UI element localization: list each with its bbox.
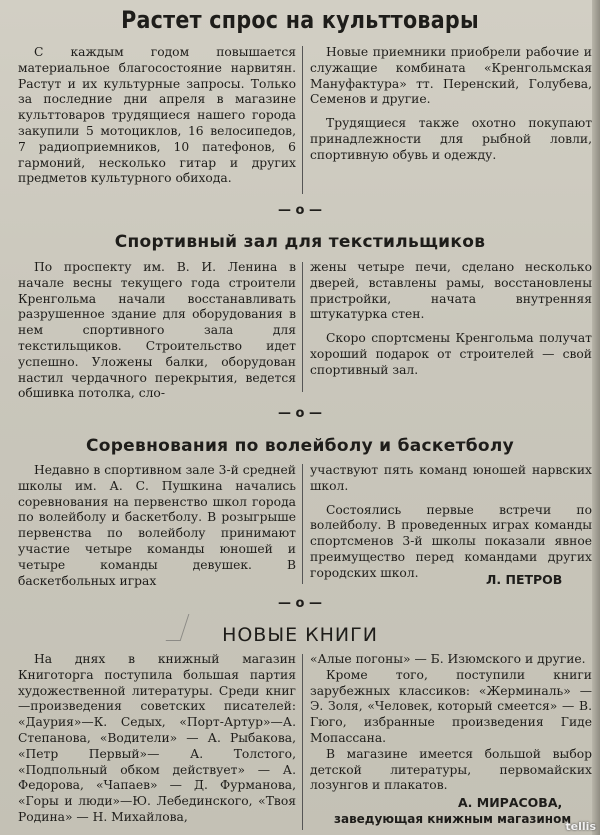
article3-right-text-2: Состоялись первые встречи по волейболу. В проведенных играх команды спортсменов 3-й школы показали явное преимущество перед командами других городских школ. bbox=[310, 502, 592, 580]
article4-right-text-3: В магазине имеется большой выбор детской литературы, первомайских лозунгов и плакатов. bbox=[310, 746, 592, 793]
signature-mirasova-title: заведующая книжным магазином bbox=[334, 812, 572, 826]
article4-right-text-1: «Алые погоны» — Б. Изюмского и другие. bbox=[310, 652, 586, 666]
article4-left-column bbox=[18, 652, 296, 826]
article3-left-text: Недавно в спортивном зале 3-й средней школы им. А. С. Пушкина начались соревнования на первенство школ города по волейболу и баскетболу. В розыгрыше первенства по волейболу принимают участие четыре команды юношей и четыре команды девушек. В баскетбольных играх bbox=[18, 463, 296, 588]
watermark: tellis bbox=[565, 820, 596, 833]
column-divider bbox=[302, 262, 303, 392]
article1-right-column bbox=[310, 45, 592, 164]
article-title-new-books: НОВЫЕ КНИГИ bbox=[222, 624, 378, 646]
separator: — о — bbox=[278, 406, 322, 421]
signature-mirasova-name: А. МИРАСОВА, bbox=[458, 795, 563, 810]
article3-right-text-1: участвуют пять команд юношей нарвских школ. bbox=[310, 463, 592, 493]
article3-left-column bbox=[18, 463, 296, 589]
column-divider bbox=[302, 654, 303, 830]
article3-right-column bbox=[310, 463, 592, 582]
article-title-sports-hall: Спортивный зал для текстильщиков bbox=[114, 232, 486, 252]
article-title-culture-goods: Растет спрос на культтовары bbox=[121, 6, 479, 34]
article4-right-text-2: Кроме того, поступили книги зарубежных классиков: «Жерминаль» — Э. Золя, «Человек, который смеется» — В. Гюго, избранные произведения Гиде Мопассана. bbox=[310, 667, 592, 745]
article-title-volleyball: Соревнования по волейболу и баскетболу bbox=[85, 436, 515, 456]
article2-left-column bbox=[18, 260, 296, 402]
article2-right-text-1: жены четыре печи, сделано несколько дверей, вставлены рамы, восстановлены пристройки, начата внутренняя штукатурка стен. bbox=[310, 260, 592, 322]
article1-right-text-1: Новые приемники приобрели рабочие и служащие комбината «Кренгольмская Мануфактура» тт. Перенский, Голубева, Семенов и другие. bbox=[310, 45, 592, 107]
signature-petrov: Л. ПЕТРОВ bbox=[486, 572, 563, 587]
separator: — о — bbox=[278, 203, 322, 218]
article1-left-text: С каждым годом повышается материальное благосостояние нарвитян. Растут и их культурные запросы. Только за последние дни апреля в магазине культтоваров трудящиеся нашего города закупили 5 мотоциклов, 16 велосипедов, 7 радиоприемников, 10 патефонов, 6 гармоний, несколько гитар и других предметов культурного обихода. bbox=[18, 45, 296, 186]
article1-right-text-2: Трудящиеся также охотно покупают принадлежности для рыбной ловли, спортивную обувь и одежду. bbox=[310, 116, 592, 162]
column-divider bbox=[302, 464, 303, 584]
column-divider bbox=[302, 46, 303, 194]
article2-left-text: По проспекту им. В. И. Ленина в начале весны текущего года строители Кренгольма начали восстанавливать разрушенное здание для оборудования в нем спортивного зала для текстильщиков. Строительство идет успешно. Уложены балки, оборудован настил чердачного перекрытия, ведется обшивка потолка, сло- bbox=[18, 260, 296, 401]
article1-left-column bbox=[18, 45, 296, 187]
article4-left-text: На днях в книжный магазин Книготорга поступила большая партия художественной литературы. Среди книг—произведения советских писателей: «Даурия»—К. Седых, «Порт-Артур»—А. Степанова, «Водители» — А. Рыбакова, «Петр Первый»— А. Толстого, «Подпольный обком действует» — А. Федорова, «Чапаев» — Д. Фурманова, «Горы и люди»—Ю. Лебединского, «Твоя Родина» — Н. Михайлова, bbox=[18, 652, 296, 824]
separator: — о — bbox=[278, 596, 322, 611]
article4-right-column bbox=[310, 652, 592, 794]
article2-right-column bbox=[310, 260, 592, 379]
article2-right-text-2: Скоро спортсмены Кренгольма получат хороший подарок от строителей — свой спортивный зал. bbox=[310, 331, 592, 377]
